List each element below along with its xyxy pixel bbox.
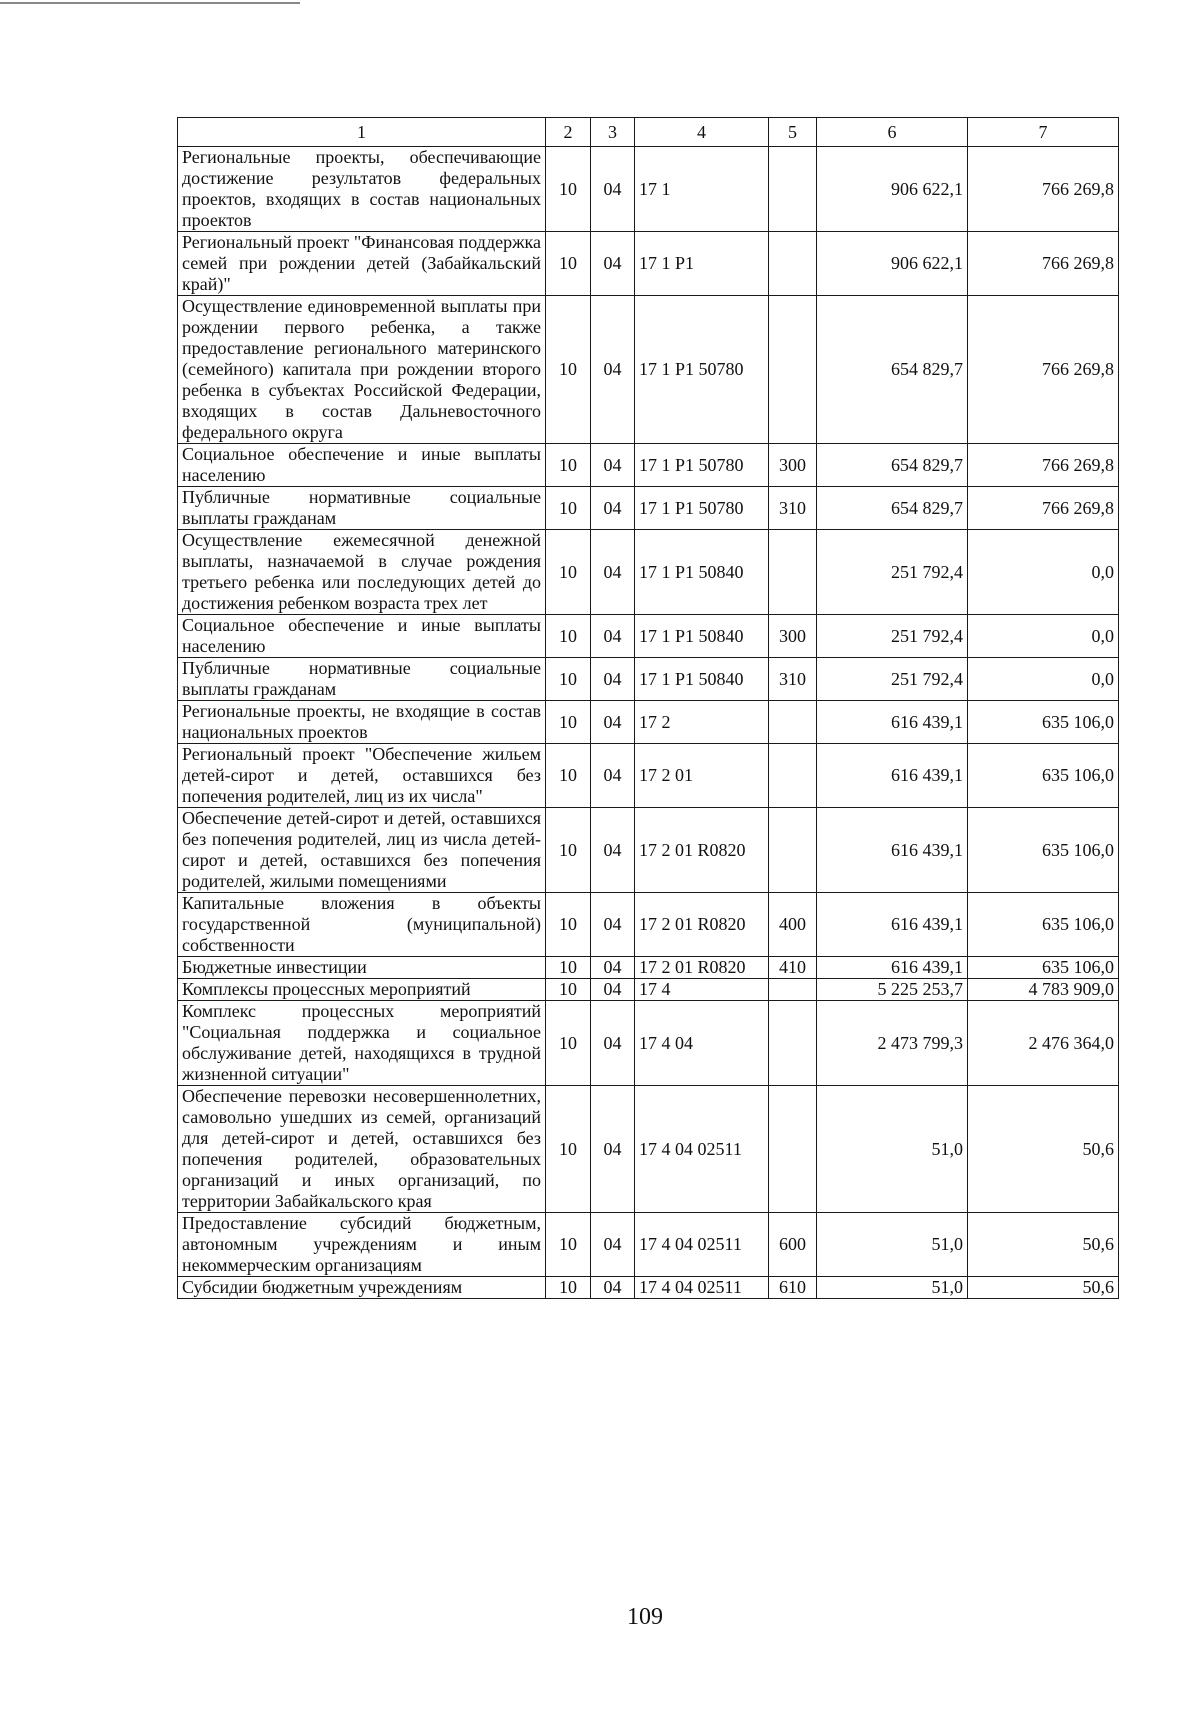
cell-target-code: 17 1 [635, 147, 769, 232]
cell-section: 10 [546, 744, 591, 808]
table-row [178, 979, 1119, 1001]
cell-amount-year-1: 5 225 253,7 [817, 979, 968, 1001]
cell-subsection: 04 [591, 444, 635, 487]
cell-target-code: 17 1 P1 50780 [635, 296, 769, 444]
cell-name: Комплекс процессных мероприятий "Социальная поддержка и социальное обслуживание детей, находящихся в трудной жизненной ситуации" [178, 1001, 546, 1086]
cell-amount-year-2: 4 783 909,0 [968, 979, 1119, 1001]
cell-subsection: 04 [591, 1001, 635, 1086]
cell-subsection: 04 [591, 1277, 635, 1299]
cell-amount-year-1: 616 439,1 [817, 893, 968, 957]
cell-target-code: 17 4 04 [635, 1001, 769, 1086]
cell-subsection: 04 [591, 1086, 635, 1213]
cell-section: 10 [546, 615, 591, 658]
table-body [178, 147, 1119, 1299]
cell-section: 10 [546, 1086, 591, 1213]
cell-section: 10 [546, 1277, 591, 1299]
cell-amount-year-1: 251 792,4 [817, 530, 968, 615]
cell-subsection: 04 [591, 893, 635, 957]
cell-section: 10 [546, 444, 591, 487]
cell-amount-year-1: 616 439,1 [817, 808, 968, 893]
header-col-2: 2 [546, 118, 591, 147]
table-row [178, 1213, 1119, 1277]
cell-name: Публичные нормативные социальные выплаты гражданам [178, 658, 546, 701]
cell-target-code: 17 2 01 [635, 744, 769, 808]
cell-amount-year-1: 51,0 [817, 1213, 968, 1277]
header-row [178, 118, 1119, 147]
cell-subsection: 04 [591, 530, 635, 615]
cell-expense-type [769, 1086, 817, 1213]
cell-subsection: 04 [591, 615, 635, 658]
cell-amount-year-1: 654 829,7 [817, 296, 968, 444]
cell-target-code: 17 2 01 R0820 [635, 893, 769, 957]
table-row [178, 808, 1119, 893]
table-row [178, 701, 1119, 744]
cell-target-code: 17 4 [635, 979, 769, 1001]
cell-section: 10 [546, 147, 591, 232]
cell-expense-type: 310 [769, 487, 817, 530]
cell-amount-year-2: 0,0 [968, 658, 1119, 701]
cell-subsection: 04 [591, 957, 635, 979]
cell-name: Обеспечение перевозки несовершеннолетних, самовольно ушедших из семей, организаций для детей-сирот и детей, оставшихся без попечения родителей, образовательных организаций и иных организаций, по территории Забайкальского края [178, 1086, 546, 1213]
table-row [178, 487, 1119, 530]
table-row [178, 147, 1119, 232]
cell-expense-type [769, 232, 817, 296]
cell-section: 10 [546, 658, 591, 701]
table-row [178, 744, 1119, 808]
cell-section: 10 [546, 893, 591, 957]
cell-section: 10 [546, 296, 591, 444]
cell-expense-type: 400 [769, 893, 817, 957]
table-row [178, 957, 1119, 979]
table-row [178, 893, 1119, 957]
cell-section: 10 [546, 957, 591, 979]
cell-name: Комплексы процессных мероприятий [178, 979, 546, 1001]
cell-expense-type: 600 [769, 1213, 817, 1277]
header-col-6: 6 [817, 118, 968, 147]
cell-amount-year-2: 766 269,8 [968, 296, 1119, 444]
cell-expense-type [769, 808, 817, 893]
table-row [178, 1086, 1119, 1213]
cell-subsection: 04 [591, 808, 635, 893]
cell-name: Бюджетные инвестиции [178, 957, 546, 979]
cell-amount-year-2: 50,6 [968, 1277, 1119, 1299]
cell-amount-year-2: 635 106,0 [968, 893, 1119, 957]
table-row [178, 1001, 1119, 1086]
cell-amount-year-1: 251 792,4 [817, 658, 968, 701]
budget-table [177, 117, 1119, 1299]
cell-section: 10 [546, 487, 591, 530]
table-row [178, 232, 1119, 296]
cell-target-code: 17 4 04 02511 [635, 1086, 769, 1213]
cell-section: 10 [546, 808, 591, 893]
cell-name: Региональные проекты, обеспечивающие достижение результатов федеральных проектов, входящих в состав национальных проектов [178, 147, 546, 232]
cell-amount-year-1: 616 439,1 [817, 957, 968, 979]
cell-subsection: 04 [591, 744, 635, 808]
table-row [178, 444, 1119, 487]
cell-expense-type [769, 979, 817, 1001]
cell-name: Региональный проект "Обеспечение жильем детей-сирот и детей, оставшихся без попечения родителей, лиц из их числа" [178, 744, 546, 808]
cell-amount-year-2: 635 106,0 [968, 957, 1119, 979]
cell-subsection: 04 [591, 147, 635, 232]
cell-section: 10 [546, 1001, 591, 1086]
cell-expense-type: 410 [769, 957, 817, 979]
cell-target-code: 17 1 P1 50840 [635, 530, 769, 615]
cell-target-code: 17 2 01 R0820 [635, 808, 769, 893]
table-header [178, 118, 1119, 147]
cell-target-code: 17 2 [635, 701, 769, 744]
cell-amount-year-2: 766 269,8 [968, 487, 1119, 530]
cell-expense-type [769, 530, 817, 615]
cell-expense-type: 300 [769, 444, 817, 487]
cell-expense-type [769, 147, 817, 232]
cell-subsection: 04 [591, 979, 635, 1001]
cell-subsection: 04 [591, 701, 635, 744]
cell-amount-year-2: 50,6 [968, 1213, 1119, 1277]
header-col-3: 3 [591, 118, 635, 147]
cell-amount-year-2: 766 269,8 [968, 147, 1119, 232]
cell-expense-type [769, 701, 817, 744]
cell-amount-year-1: 2 473 799,3 [817, 1001, 968, 1086]
cell-amount-year-1: 51,0 [817, 1277, 968, 1299]
cell-subsection: 04 [591, 296, 635, 444]
cell-amount-year-1: 51,0 [817, 1086, 968, 1213]
scan-edge-line [0, 2, 300, 4]
cell-amount-year-1: 906 622,1 [817, 147, 968, 232]
cell-amount-year-2: 2 476 364,0 [968, 1001, 1119, 1086]
cell-section: 10 [546, 232, 591, 296]
cell-target-code: 17 1 P1 50840 [635, 658, 769, 701]
table-row [178, 530, 1119, 615]
cell-target-code: 17 1 P1 [635, 232, 769, 296]
cell-target-code: 17 2 01 R0820 [635, 957, 769, 979]
header-col-7: 7 [968, 118, 1119, 147]
cell-target-code: 17 1 P1 50780 [635, 487, 769, 530]
page-number: 109 [627, 1604, 663, 1630]
cell-subsection: 04 [591, 1213, 635, 1277]
cell-expense-type: 300 [769, 615, 817, 658]
cell-amount-year-2: 0,0 [968, 615, 1119, 658]
cell-target-code: 17 4 04 02511 [635, 1277, 769, 1299]
cell-amount-year-1: 616 439,1 [817, 744, 968, 808]
cell-section: 10 [546, 979, 591, 1001]
table-row [178, 1277, 1119, 1299]
cell-amount-year-2: 0,0 [968, 530, 1119, 615]
table-row [178, 296, 1119, 444]
cell-target-code: 17 1 P1 50840 [635, 615, 769, 658]
cell-name: Обеспечение детей-сирот и детей, оставшихся без попечения родителей, лиц из числа детей-сирот и детей, оставшихся без попечения родителей, жилыми помещениями [178, 808, 546, 893]
cell-subsection: 04 [591, 232, 635, 296]
header-col-5: 5 [769, 118, 817, 147]
header-col-1: 1 [178, 118, 546, 147]
cell-name: Социальное обеспечение и иные выплаты населению [178, 615, 546, 658]
cell-section: 10 [546, 530, 591, 615]
cell-expense-type [769, 1001, 817, 1086]
cell-subsection: 04 [591, 658, 635, 701]
table-row [178, 615, 1119, 658]
cell-name: Осуществление единовременной выплаты при рождении первого ребенка, а также предоставление регионального материнского (семейного) капитала при рождении второго ребенка в субъектах Российской Федерации, входящих в состав Дальневосточного федерального округа [178, 296, 546, 444]
cell-amount-year-1: 654 829,7 [817, 444, 968, 487]
cell-target-code: 17 1 P1 50780 [635, 444, 769, 487]
cell-name: Публичные нормативные социальные выплаты гражданам [178, 487, 546, 530]
cell-name: Социальное обеспечение и иные выплаты населению [178, 444, 546, 487]
cell-target-code: 17 4 04 02511 [635, 1213, 769, 1277]
cell-name: Предоставление субсидий бюджетным, автономным учреждениям и иным некоммерческим организациям [178, 1213, 546, 1277]
cell-amount-year-2: 50,6 [968, 1086, 1119, 1213]
table-row [178, 658, 1119, 701]
cell-amount-year-2: 635 106,0 [968, 808, 1119, 893]
header-col-4: 4 [635, 118, 769, 147]
cell-section: 10 [546, 1213, 591, 1277]
cell-expense-type: 610 [769, 1277, 817, 1299]
cell-section: 10 [546, 701, 591, 744]
cell-amount-year-1: 654 829,7 [817, 487, 968, 530]
cell-amount-year-2: 766 269,8 [968, 232, 1119, 296]
cell-amount-year-2: 635 106,0 [968, 701, 1119, 744]
cell-amount-year-1: 251 792,4 [817, 615, 968, 658]
cell-name: Осуществление ежемесячной денежной выплаты, назначаемой в случае рождения третьего ребенка или последующих детей до достижения ребенком возраста трех лет [178, 530, 546, 615]
cell-expense-type [769, 296, 817, 444]
cell-name: Региональные проекты, не входящие в состав национальных проектов [178, 701, 546, 744]
cell-subsection: 04 [591, 487, 635, 530]
cell-amount-year-1: 616 439,1 [817, 701, 968, 744]
cell-amount-year-2: 635 106,0 [968, 744, 1119, 808]
cell-name: Субсидии бюджетным учреждениям [178, 1277, 546, 1299]
cell-expense-type: 310 [769, 658, 817, 701]
cell-amount-year-2: 766 269,8 [968, 444, 1119, 487]
cell-name: Региональный проект "Финансовая поддержка семей при рождении детей (Забайкальский край)" [178, 232, 546, 296]
cell-name: Капитальные вложения в объекты государственной (муниципальной) собственности [178, 893, 546, 957]
cell-amount-year-1: 906 622,1 [817, 232, 968, 296]
cell-expense-type [769, 744, 817, 808]
